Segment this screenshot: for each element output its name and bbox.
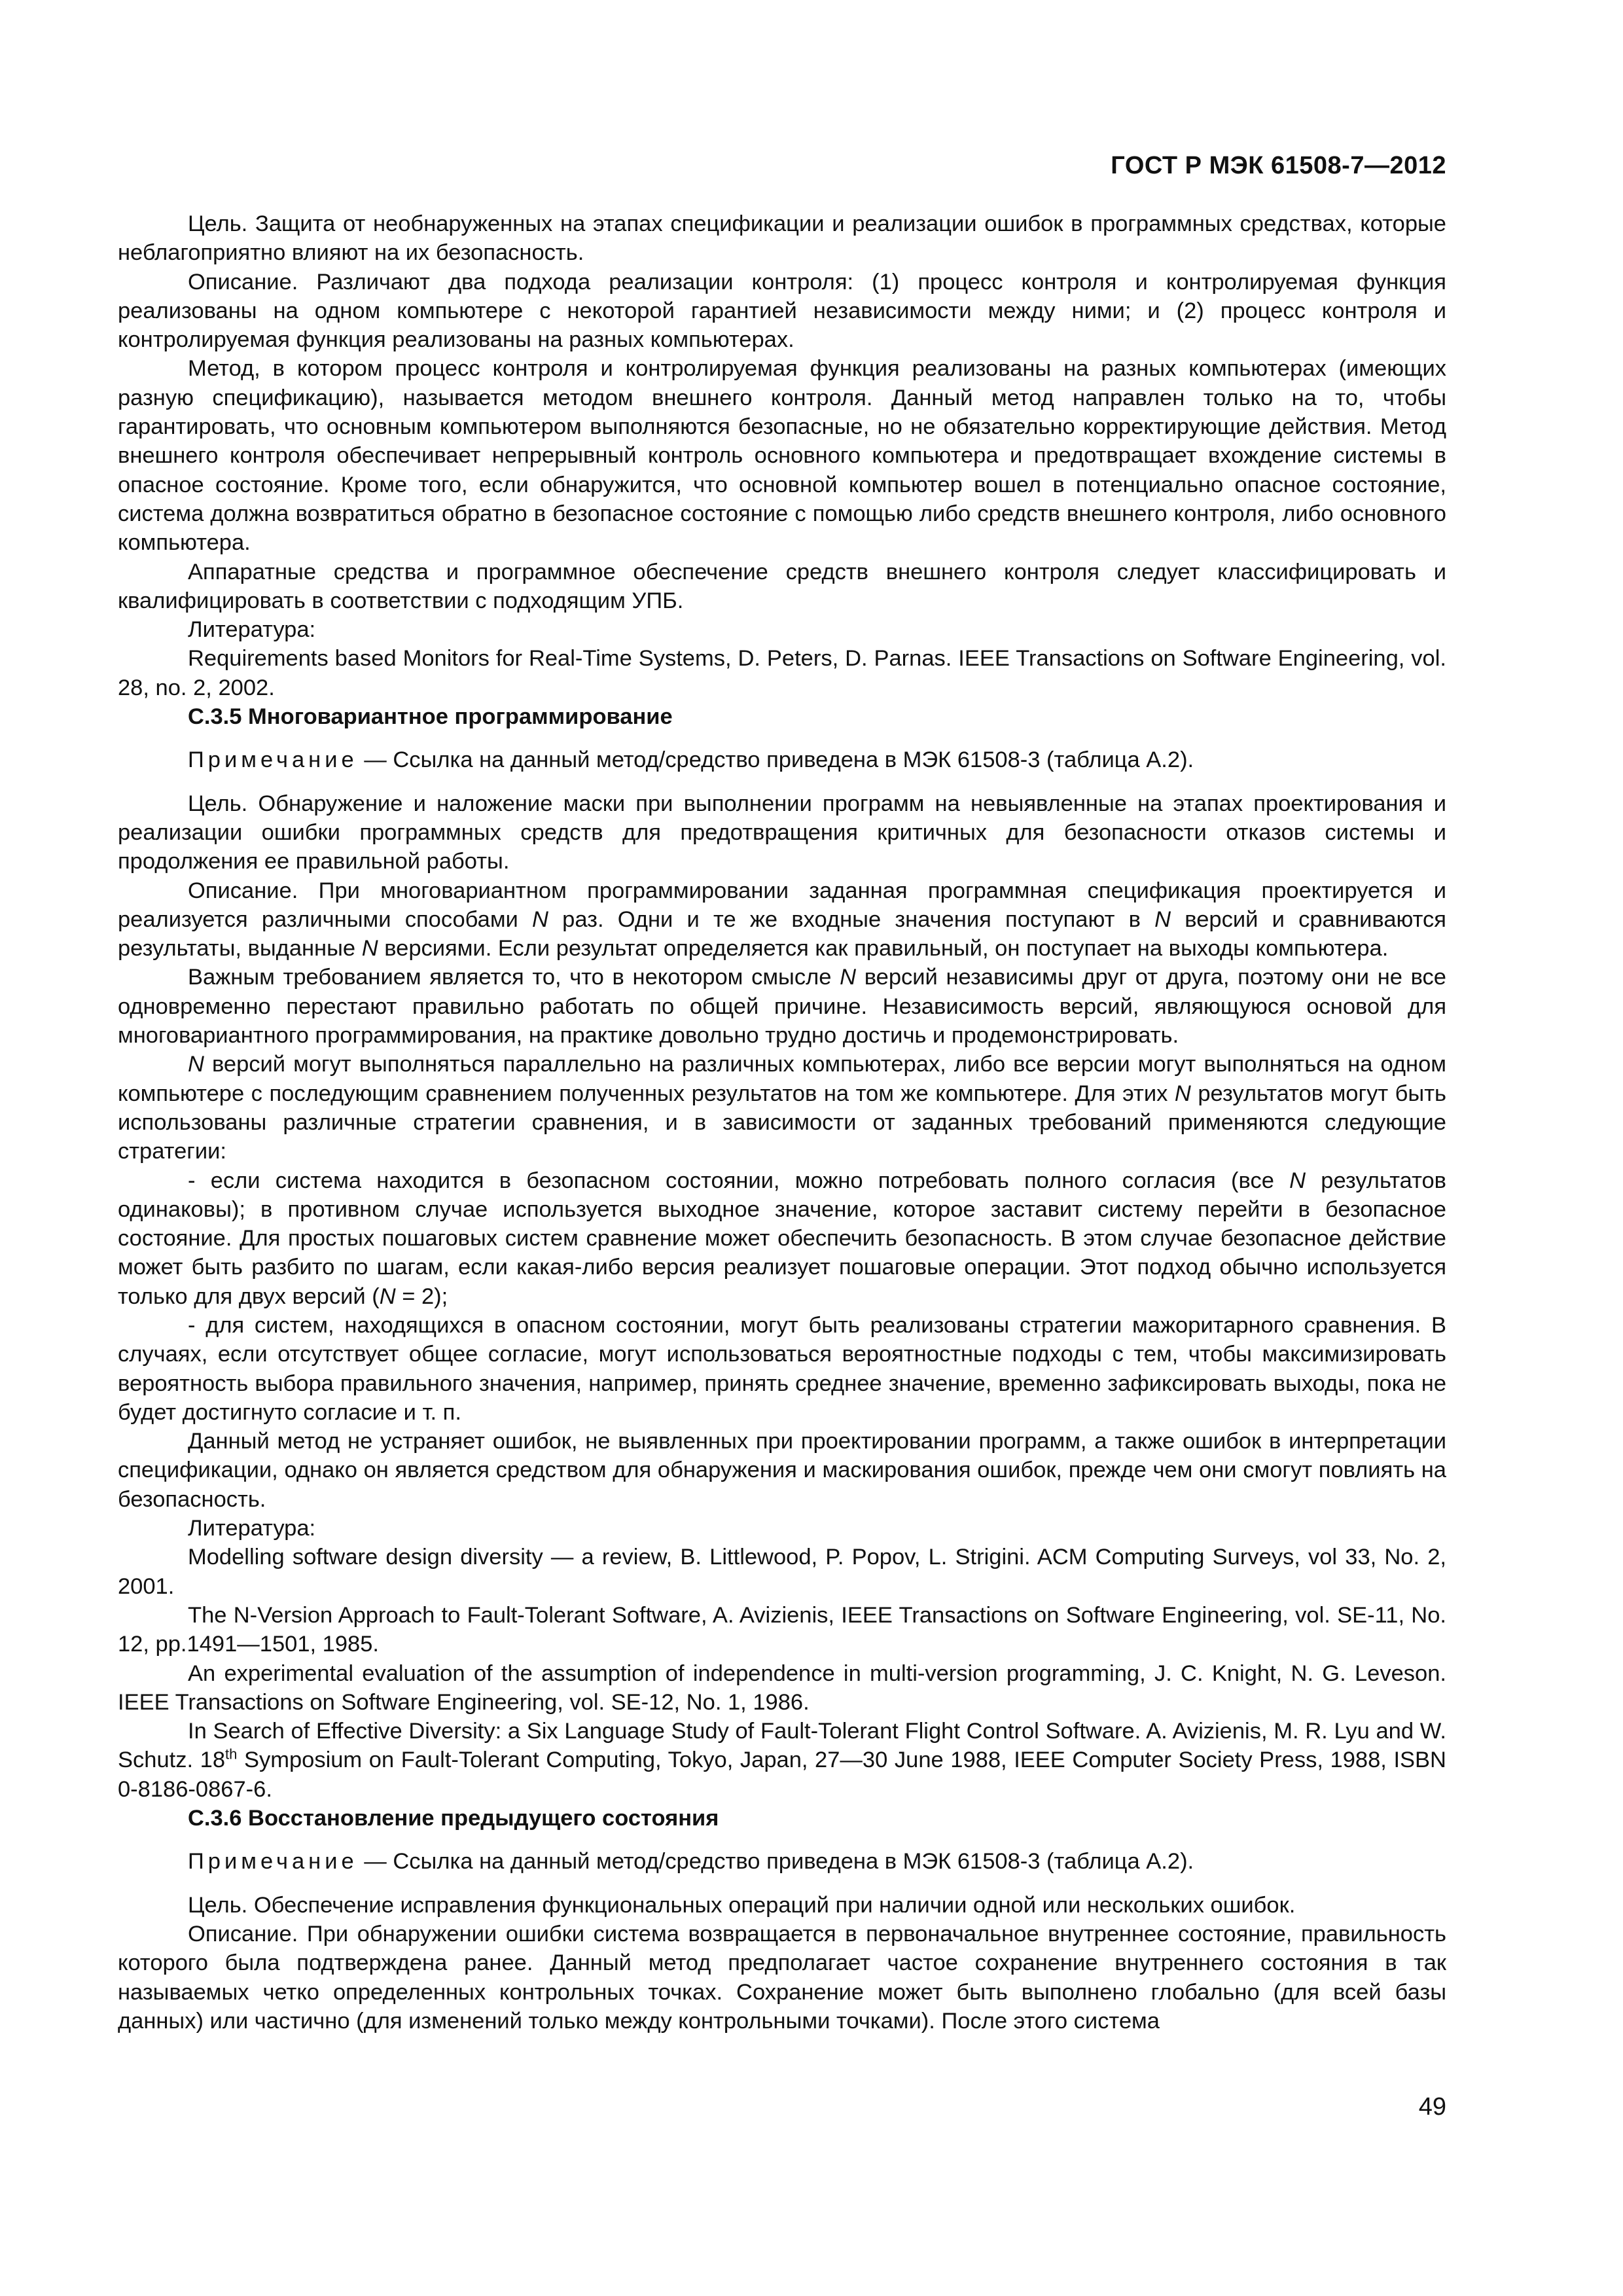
paragraph: Аппаратные средства и программное обеспечение средств внешнего контроля следует классифицировать и квалифицировать в соответствии с подходящим УПБ.: [118, 559, 1446, 613]
note-text: — Ссылка на данный метод/средство приведена в МЭК 61508-3 (таблица А.2).: [357, 1849, 1194, 1874]
document-page: [118, 0, 1446, 2296]
reference: [118, 1717, 1446, 1804]
variable-n: N: [840, 965, 857, 990]
variable-n: N: [1174, 1081, 1191, 1106]
variable-n: N: [1154, 906, 1171, 932]
text-span: версиями. Если результат определяется как правильный, он поступает на выходы компьютера.: [378, 936, 1389, 961]
section-heading: С.3.5 Многовариантное программирование: [188, 704, 673, 730]
text-span: Описание. При многовариантном программировании заданная программная спецификация проектируется и реализуется различными способами: [118, 878, 1446, 932]
paragraph: Описание. При обнаружении ошибки система возвращается в первоначальное внутреннее состояние, правильность которого была подтверждена ранее. Данный метод предполагает частое сохранение внутреннего состояния в так называемых четко определенных контрольных точках. Сохранение может быть выполнено глобально (для всей базы данных) или частично (для изменений только между контрольными точками). После этого система: [118, 1921, 1446, 2034]
variable-n: N: [379, 1283, 396, 1309]
variable-n: N: [361, 936, 378, 961]
section-heading: С.3.6 Восстановление предыдущего состояния: [188, 1806, 719, 1831]
reference: An experimental evaluation of the assumption of independence in multi-version programming, J. C. Knight, N. G. Leveson. IEEE Transactions on Software Engineering, vol. SE-12, No. 1, 1986.: [118, 1660, 1446, 1715]
paragraph: Цель. Обнаружение и наложение маски при выполнении программ на невыявленные на этапах проектирования и реализации ошибки программных средств для предотвращения критичных для безопасности отказов системы и продолжения ее правильной работы.: [118, 791, 1446, 874]
note-label: Примечание: [188, 1849, 358, 1874]
paragraph: Цель. Защита от необнаруженных на этапах спецификации и реализации ошибок в программных средствах, которые неблагоприятно влияют на их безопасность.: [118, 211, 1446, 266]
paragraph: [118, 876, 1446, 963]
reference: Requirements based Monitors for Real-Time Systems, D. Peters, D. Parnas. IEEE Transactions on Software Engineering, vol. 28, no. 2, 2002.: [118, 646, 1446, 700]
paragraph: Метод, в котором процесс контроля и контролируемая функция реализованы на разных компьютерах (имеющих разную спецификацию), называется методом внешнего контроля. Данный метод направлен только на то, чтобы гарантировать, что основным компьютером выполняются безопасные, но не обязательно корректирующие действия. Метод внешнего контроля обеспечивает непрерывный контроль основного компьютера и предотвращает вхождение системы в опасное состояние. Кроме того, если обнаружится, что основной компьютер вошел в потенциально опасное состояние, система должна возвратиться обратно в безопасное состояние с помощью либо средств внешнего контроля, либо основного компьютера.: [118, 356, 1446, 556]
paragraph: [118, 963, 1446, 1050]
paragraph: Данный метод не устраняет ошибок, не выявленных при проектировании программ, а также ошибок в интерпретации спецификации, однако он является средством для обнаружения и маскирования ошибок, прежде чем они смогут повлиять на безопасность.: [118, 1429, 1446, 1512]
reference: Modelling software design diversity — a review, B. Littlewood, P. Popov, L. Strigini. ACM Computing Surveys, vol 33, No. 2, 2001.: [118, 1545, 1446, 1599]
variable-n: N: [1289, 1168, 1306, 1193]
body-text: [118, 209, 1446, 2036]
note: [118, 1847, 1446, 1876]
note: [118, 745, 1446, 774]
note-text: — Ссылка на данный метод/средство приведена в МЭК 61508-3 (таблица А.2).: [357, 747, 1194, 773]
document-header: ГОСТ Р МЭК 61508-7—2012: [1111, 152, 1446, 179]
text-span: Symposium on Fault-Tolerant Computing, Tokyo, Japan, 27—30 June 1988, IEEE Computer Society Press, 1988, ISBN 0-8186-0867-6.: [118, 1748, 1446, 1802]
text-span: Важным требованием является то, что в некотором смысле: [188, 965, 840, 990]
text-span: - если система находится в безопасном состоянии, можно потребовать полного согласия (все: [188, 1168, 1290, 1193]
note-label: Примечание: [188, 747, 358, 773]
list-item: - для систем, находящихся в опасном состоянии, могут быть реализованы стратегии мажоритарного сравнения. В случаях, если отсутствует общее согласие, могут использоваться вероятностные подходы с тем, чтобы максимизировать вероятность выбора правильного значения, например, принять среднее значение, временно зафиксировать выходы, пока не будет достигнуто согласие и т. п.: [118, 1312, 1446, 1425]
paragraph: Описание. Различают два подхода реализации контроля: (1) процесс контроля и контролируемая функция реализованы на одном компьютере с некоторой гарантией независимости между ними; и (2) процесс контроля и контролируемая функция реализованы на разных компьютерах.: [118, 269, 1446, 353]
text-span: версий независимы друг от друга, поэтому они не все одновременно перестают правильно работать по общей причине. Независимость версий, являющуюся основой для многовариантного программирования, на практике довольно трудно достичь и продемонстрировать.: [118, 965, 1446, 1049]
page-number: 49: [1418, 2093, 1446, 2121]
variable-n: N: [188, 1052, 204, 1077]
reference: The N-Version Approach to Fault-Tolerant Software, A. Avizienis, IEEE Transactions on Software Engineering, vol. SE-11, No. 12, pp.1491—1501, 1985.: [118, 1602, 1446, 1657]
text-span: раз. Одни и те же входные значения поступают в: [548, 906, 1155, 932]
text-span: версий и сравниваются результаты, выданные: [118, 906, 1446, 961]
paragraph: [118, 1050, 1446, 1166]
list-item: [118, 1166, 1446, 1311]
text-span: результатов одинаковы); в противном случае используется выходное значение, которое заставит систему перейти в безопасное состояние. Для простых пошаговых систем сравнение может обеспечить безопасность. В этом случае безопасное действие может быть разбито по шагам, если какая-либо версия реализует пошаговые операции. Этот подход обычно используется только для двух версий (: [118, 1168, 1446, 1309]
paragraph: Цель. Обеспечение исправления функциональных операций при наличии одной или нескольких ошибок.: [188, 1892, 1296, 1918]
superscript: th: [225, 1746, 238, 1763]
paragraph: Литература:: [188, 1516, 316, 1541]
variable-n: N: [532, 906, 548, 932]
text-span: результатов могут быть использованы различные стратегии сравнения, и в зависимости от заданных требований применяются следующие стратегии:: [118, 1081, 1446, 1164]
text-span: версий могут выполняться параллельно на различных компьютерах, либо все версии могут выполняться на одном компьютере с последующим сравнением полученных результатов на том же компьютере. Для этих: [118, 1052, 1446, 1106]
paragraph: Литература:: [188, 617, 316, 643]
text-span: = 2);: [395, 1283, 448, 1309]
text-span: In Search of Effective Diversity: a Six Language Study of Fault-Tolerant Flight Control Software. A. Avizienis, M. R. Lyu and W. Schutz. 18: [118, 1719, 1446, 1773]
